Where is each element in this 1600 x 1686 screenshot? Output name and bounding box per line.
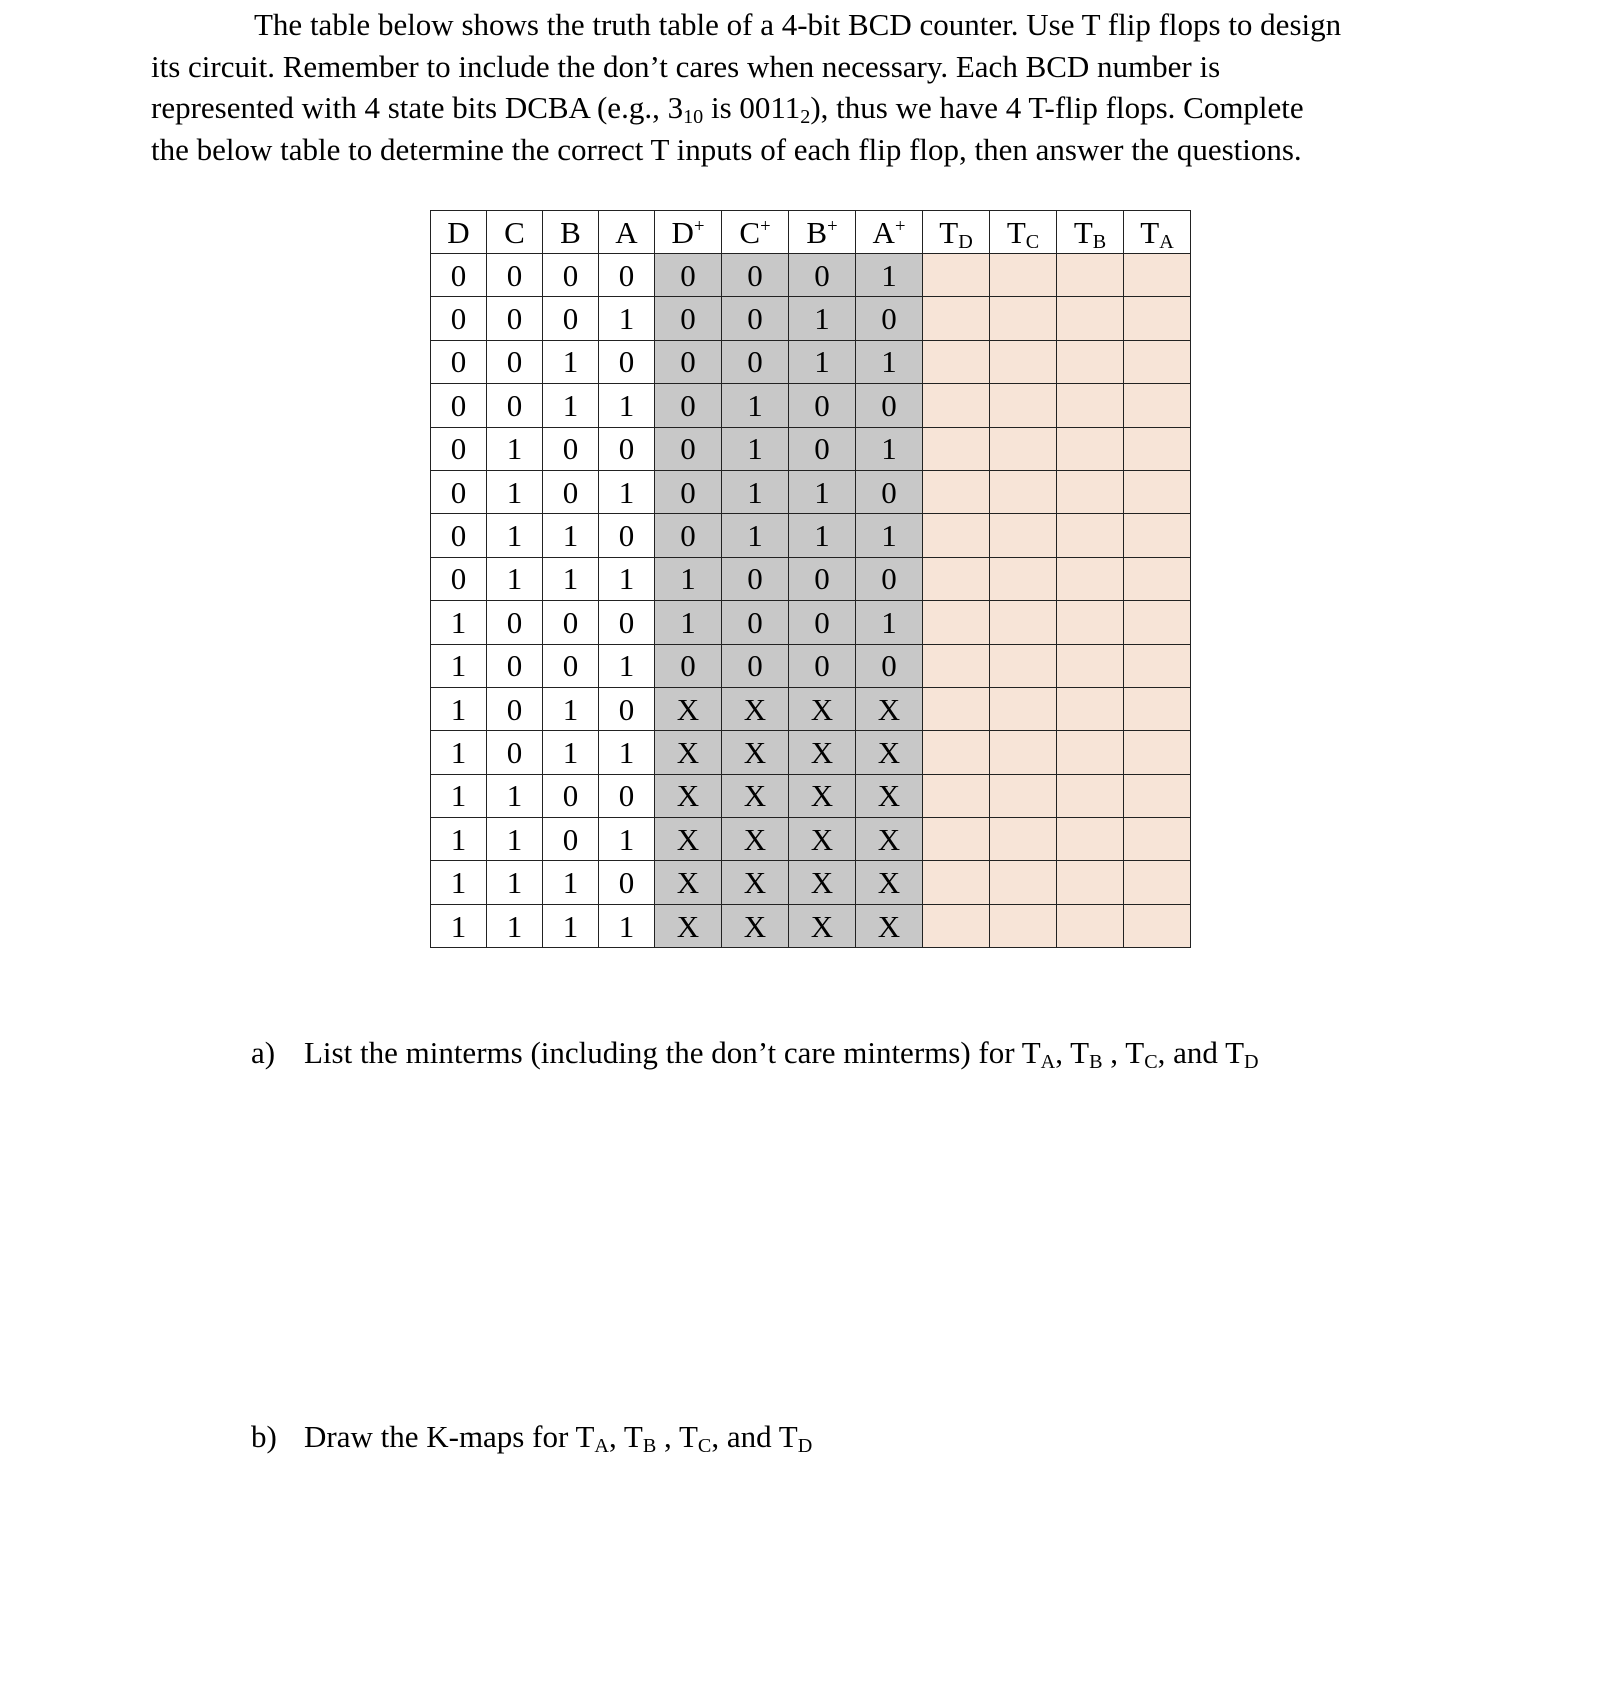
- cell-c: 1: [487, 774, 543, 817]
- cell-a: 0: [599, 254, 655, 297]
- cell-b-next: 1: [789, 340, 856, 383]
- input-cell-ta[interactable]: [1124, 470, 1191, 513]
- cell-a: 0: [599, 774, 655, 817]
- table-row: [431, 731, 1191, 774]
- cell-b: 1: [543, 557, 599, 600]
- input-cell-tc[interactable]: [990, 818, 1057, 861]
- cell-d: 0: [431, 427, 487, 470]
- cell-c: 0: [487, 384, 543, 427]
- cell-b-next: 0: [789, 644, 856, 687]
- cell-a-next: X: [856, 687, 923, 730]
- cell-b-next: 0: [789, 254, 856, 297]
- header-d: D: [431, 211, 487, 254]
- cell-a: 1: [599, 384, 655, 427]
- cell-b-next: X: [789, 904, 856, 947]
- input-cell-ta[interactable]: [1124, 514, 1191, 557]
- cell-d: 0: [431, 254, 487, 297]
- cell-c-next: 1: [722, 514, 789, 557]
- table-header-row: [431, 211, 1191, 254]
- cell-d: 0: [431, 340, 487, 383]
- cell-d: 1: [431, 904, 487, 947]
- input-cell-tc[interactable]: [990, 297, 1057, 340]
- question-a: [251, 1035, 1259, 1074]
- cell-c-next: 0: [722, 340, 789, 383]
- cell-d: 1: [431, 731, 487, 774]
- cell-d-next: 0: [655, 340, 722, 383]
- input-cell-td[interactable]: [923, 818, 990, 861]
- input-cell-tb[interactable]: [1057, 731, 1124, 774]
- cell-d-next: X: [655, 818, 722, 861]
- input-cell-tc[interactable]: [990, 557, 1057, 600]
- table-row: [431, 687, 1191, 730]
- cell-b-next: 0: [789, 427, 856, 470]
- cell-b: 0: [543, 427, 599, 470]
- cell-b-next: 1: [789, 297, 856, 340]
- input-cell-ta[interactable]: [1124, 601, 1191, 644]
- cell-c: 0: [487, 297, 543, 340]
- cell-b: 0: [543, 644, 599, 687]
- input-cell-tb[interactable]: [1057, 774, 1124, 817]
- cell-a: 1: [599, 557, 655, 600]
- input-cell-tc[interactable]: [990, 861, 1057, 904]
- cell-a-next: 0: [856, 297, 923, 340]
- header-ta: $T_A$: [1124, 211, 1191, 254]
- cell-c-next: 0: [722, 297, 789, 340]
- question-a-text: List the minterms (including the don’t care minterms) for $T_A$, $T_B$ , $T_C$, and $T_D$: [304, 1035, 1259, 1074]
- cell-c: 1: [487, 557, 543, 600]
- input-cell-tc[interactable]: [990, 340, 1057, 383]
- header-d-next: D+: [655, 211, 722, 254]
- cell-d: 0: [431, 384, 487, 427]
- bcd-truth-table: [430, 210, 1191, 948]
- header-a-next: A+: [856, 211, 923, 254]
- cell-c: 1: [487, 818, 543, 861]
- input-cell-ta[interactable]: [1124, 644, 1191, 687]
- cell-d: 1: [431, 818, 487, 861]
- cell-a-next: X: [856, 861, 923, 904]
- input-cell-ta[interactable]: [1124, 731, 1191, 774]
- input-cell-tc[interactable]: [990, 904, 1057, 947]
- cell-a-next: X: [856, 818, 923, 861]
- input-cell-tb[interactable]: [1057, 904, 1124, 947]
- problem-statement: [151, 4, 1481, 170]
- intro-line-3: represented with 4 state bits DCBA (e.g., $3_{10}$ is $0011_2$), thus we have 4 T-flip flops. Complete: [151, 90, 1304, 129]
- header-c-next: C+: [722, 211, 789, 254]
- input-cell-tb[interactable]: [1057, 297, 1124, 340]
- input-cell-tc[interactable]: [990, 470, 1057, 513]
- cell-c: 0: [487, 644, 543, 687]
- table-row: [431, 297, 1191, 340]
- cell-a: 1: [599, 470, 655, 513]
- cell-d: 1: [431, 861, 487, 904]
- cell-c: 0: [487, 254, 543, 297]
- cell-d-next: X: [655, 687, 722, 730]
- cell-b: 1: [543, 687, 599, 730]
- cell-a-next: 0: [856, 644, 923, 687]
- cell-b: 1: [543, 340, 599, 383]
- input-cell-tb[interactable]: [1057, 861, 1124, 904]
- cell-d-next: 0: [655, 470, 722, 513]
- cell-a: 1: [599, 818, 655, 861]
- cell-c: 1: [487, 861, 543, 904]
- cell-c-next: 0: [722, 644, 789, 687]
- cell-a: 1: [599, 297, 655, 340]
- table-row: [431, 427, 1191, 470]
- input-cell-td[interactable]: [923, 297, 990, 340]
- cell-a-next: 1: [856, 601, 923, 644]
- table-row: [431, 818, 1191, 861]
- cell-c-next: X: [722, 731, 789, 774]
- cell-b-next: 0: [789, 557, 856, 600]
- input-cell-td[interactable]: [923, 644, 990, 687]
- cell-b: 1: [543, 861, 599, 904]
- cell-a-next: X: [856, 904, 923, 947]
- cell-b: 0: [543, 297, 599, 340]
- intro-line-1: The table below shows the truth table of a 4-bit BCD counter. Use T flip flops to design: [254, 7, 1342, 42]
- input-cell-tc[interactable]: [990, 514, 1057, 557]
- cell-a-next: 0: [856, 557, 923, 600]
- cell-b: 0: [543, 470, 599, 513]
- cell-c-next: 1: [722, 384, 789, 427]
- cell-b: 1: [543, 514, 599, 557]
- cell-d-next: 0: [655, 297, 722, 340]
- intro-line-4: the below table to determine the correct T inputs of each flip flop, then answer the questions.: [151, 131, 1302, 167]
- cell-d: 0: [431, 557, 487, 600]
- input-cell-tc[interactable]: [990, 427, 1057, 470]
- cell-c: 0: [487, 731, 543, 774]
- cell-b: 1: [543, 731, 599, 774]
- cell-a-next: 1: [856, 340, 923, 383]
- cell-b: 1: [543, 384, 599, 427]
- cell-c-next: X: [722, 774, 789, 817]
- cell-c-next: 1: [722, 427, 789, 470]
- cell-c-next: X: [722, 818, 789, 861]
- cell-b-next: 0: [789, 384, 856, 427]
- cell-b: 0: [543, 774, 599, 817]
- question-b-text: Draw the K-maps for $T_A$, $T_B$ , $T_C$, and $T_D$: [304, 1419, 813, 1458]
- cell-d-next: 0: [655, 427, 722, 470]
- input-cell-td[interactable]: [923, 731, 990, 774]
- cell-a: 0: [599, 514, 655, 557]
- cell-d-next: X: [655, 904, 722, 947]
- cell-b: 0: [543, 818, 599, 861]
- input-cell-td[interactable]: [923, 254, 990, 297]
- cell-d-next: 0: [655, 644, 722, 687]
- input-cell-tc[interactable]: [990, 601, 1057, 644]
- input-cell-tc[interactable]: [990, 384, 1057, 427]
- input-cell-tb[interactable]: [1057, 687, 1124, 730]
- input-cell-tb[interactable]: [1057, 557, 1124, 600]
- input-cell-td[interactable]: [923, 384, 990, 427]
- question-a-label: a): [251, 1035, 276, 1070]
- cell-d-next: 0: [655, 514, 722, 557]
- header-a: A: [599, 211, 655, 254]
- cell-c: 1: [487, 427, 543, 470]
- input-cell-ta[interactable]: [1124, 557, 1191, 600]
- cell-c-next: X: [722, 687, 789, 730]
- cell-b-next: X: [789, 861, 856, 904]
- cell-a-next: 0: [856, 470, 923, 513]
- input-cell-td[interactable]: [923, 514, 990, 557]
- cell-c: 0: [487, 601, 543, 644]
- input-cell-td[interactable]: [923, 861, 990, 904]
- cell-d: 1: [431, 774, 487, 817]
- cell-a: 1: [599, 644, 655, 687]
- input-cell-td[interactable]: [923, 774, 990, 817]
- table-row: [431, 514, 1191, 557]
- question-b-label: b): [251, 1419, 277, 1454]
- cell-c: 1: [487, 904, 543, 947]
- cell-d-next: X: [655, 861, 722, 904]
- cell-a: 0: [599, 340, 655, 383]
- cell-c: 0: [487, 687, 543, 730]
- cell-b-next: 1: [789, 470, 856, 513]
- input-cell-td[interactable]: [923, 470, 990, 513]
- input-cell-ta[interactable]: [1124, 904, 1191, 947]
- table-row: [431, 774, 1191, 817]
- input-cell-ta[interactable]: [1124, 427, 1191, 470]
- cell-c-next: 0: [722, 557, 789, 600]
- cell-a: 0: [599, 601, 655, 644]
- header-b-next: B+: [789, 211, 856, 254]
- cell-c: 1: [487, 514, 543, 557]
- input-cell-tb[interactable]: [1057, 601, 1124, 644]
- cell-b-next: X: [789, 687, 856, 730]
- input-cell-tb[interactable]: [1057, 254, 1124, 297]
- input-cell-tb[interactable]: [1057, 644, 1124, 687]
- cell-d: 1: [431, 687, 487, 730]
- table-row: [431, 557, 1191, 600]
- cell-b: 0: [543, 254, 599, 297]
- cell-a-next: 1: [856, 427, 923, 470]
- question-b: [251, 1419, 813, 1458]
- table-row: [431, 644, 1191, 687]
- header-b: B: [543, 211, 599, 254]
- cell-b: 1: [543, 904, 599, 947]
- cell-b-next: X: [789, 774, 856, 817]
- cell-a: 1: [599, 731, 655, 774]
- input-cell-ta[interactable]: [1124, 687, 1191, 730]
- cell-d-next: 0: [655, 384, 722, 427]
- cell-d-next: X: [655, 774, 722, 817]
- cell-d: 0: [431, 470, 487, 513]
- cell-b: 0: [543, 601, 599, 644]
- input-cell-tb[interactable]: [1057, 818, 1124, 861]
- input-cell-td[interactable]: [923, 427, 990, 470]
- input-cell-td[interactable]: [923, 904, 990, 947]
- cell-a-next: 1: [856, 254, 923, 297]
- input-cell-tb[interactable]: [1057, 470, 1124, 513]
- input-cell-tb[interactable]: [1057, 514, 1124, 557]
- table-row: [431, 254, 1191, 297]
- table-row: [431, 904, 1191, 947]
- cell-c-next: 0: [722, 601, 789, 644]
- table-body: [431, 254, 1191, 948]
- table-row: [431, 340, 1191, 383]
- input-cell-ta[interactable]: [1124, 818, 1191, 861]
- header-tb: $T_B$: [1057, 211, 1124, 254]
- table-row: [431, 861, 1191, 904]
- header-td: $T_D$: [923, 211, 990, 254]
- cell-c-next: X: [722, 904, 789, 947]
- intro-line-2: its circuit. Remember to include the don’t cares when necessary. Each BCD number is: [151, 48, 1221, 84]
- input-cell-td[interactable]: [923, 601, 990, 644]
- input-cell-td[interactable]: [923, 340, 990, 383]
- table-row: [431, 601, 1191, 644]
- cell-d-next: 1: [655, 601, 722, 644]
- cell-a-next: 1: [856, 514, 923, 557]
- cell-b-next: 1: [789, 514, 856, 557]
- cell-d: 1: [431, 601, 487, 644]
- cell-a-next: 0: [856, 384, 923, 427]
- input-cell-tc[interactable]: [990, 774, 1057, 817]
- cell-a-next: X: [856, 774, 923, 817]
- cell-a: 0: [599, 861, 655, 904]
- cell-c-next: 1: [722, 470, 789, 513]
- cell-a: 0: [599, 427, 655, 470]
- input-cell-td[interactable]: [923, 687, 990, 730]
- cell-d: 1: [431, 644, 487, 687]
- cell-d: 0: [431, 514, 487, 557]
- input-cell-tc[interactable]: [990, 254, 1057, 297]
- input-cell-ta[interactable]: [1124, 254, 1191, 297]
- cell-b-next: X: [789, 731, 856, 774]
- input-cell-ta[interactable]: [1124, 774, 1191, 817]
- cell-d: 0: [431, 297, 487, 340]
- input-cell-tb[interactable]: [1057, 340, 1124, 383]
- input-cell-tc[interactable]: [990, 644, 1057, 687]
- header-c: C: [487, 211, 543, 254]
- input-cell-tc[interactable]: [990, 687, 1057, 730]
- input-cell-tc[interactable]: [990, 731, 1057, 774]
- cell-a: 0: [599, 687, 655, 730]
- cell-b-next: 0: [789, 601, 856, 644]
- cell-b-next: X: [789, 818, 856, 861]
- cell-c: 0: [487, 340, 543, 383]
- input-cell-tb[interactable]: [1057, 384, 1124, 427]
- cell-d-next: 0: [655, 254, 722, 297]
- input-cell-td[interactable]: [923, 557, 990, 600]
- cell-c: 1: [487, 470, 543, 513]
- cell-a-next: X: [856, 731, 923, 774]
- cell-d-next: X: [655, 731, 722, 774]
- table-row: [431, 384, 1191, 427]
- header-tc: $T_C$: [990, 211, 1057, 254]
- input-cell-ta[interactable]: [1124, 297, 1191, 340]
- input-cell-tb[interactable]: [1057, 427, 1124, 470]
- table-row: [431, 470, 1191, 513]
- input-cell-ta[interactable]: [1124, 340, 1191, 383]
- input-cell-ta[interactable]: [1124, 861, 1191, 904]
- input-cell-ta[interactable]: [1124, 384, 1191, 427]
- cell-d-next: 1: [655, 557, 722, 600]
- cell-c-next: 0: [722, 254, 789, 297]
- cell-a: 1: [599, 904, 655, 947]
- cell-c-next: X: [722, 861, 789, 904]
